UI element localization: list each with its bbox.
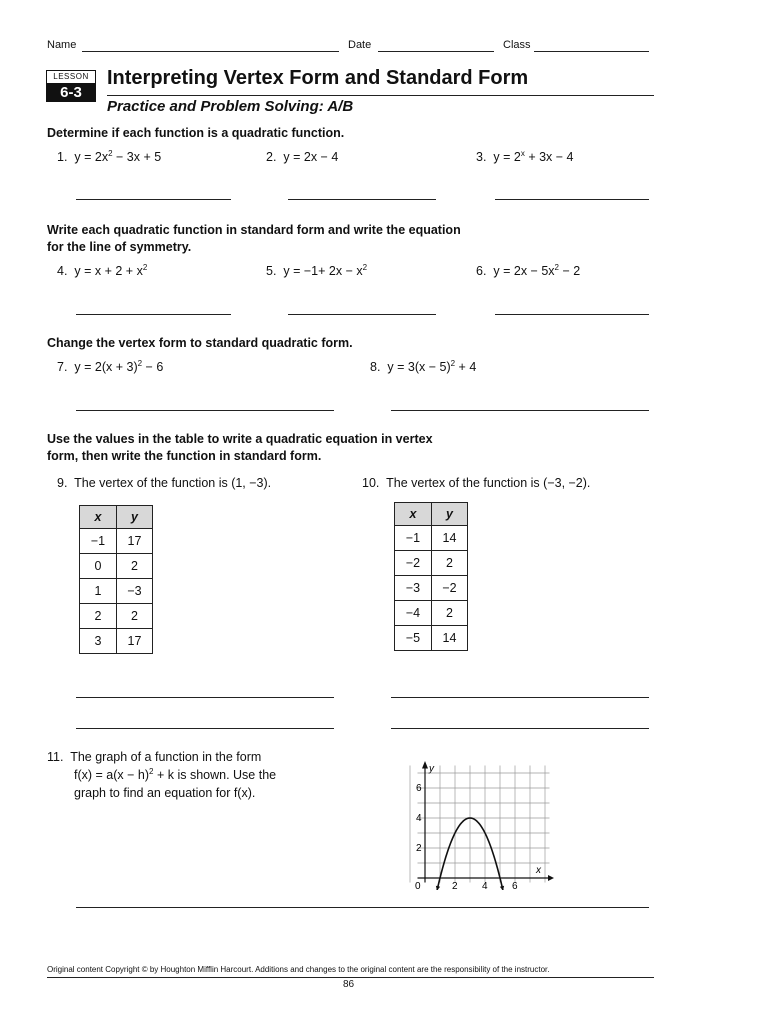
- section2-instruction: [47, 222, 461, 256]
- section4-instruction: [47, 431, 433, 465]
- name-label: Name: [47, 39, 77, 51]
- answer-line-10b[interactable]: [391, 728, 649, 729]
- problem-expr: y = 2x − 4: [283, 150, 339, 164]
- x-tick-label: 2: [452, 881, 458, 890]
- table-cell: 3: [80, 629, 117, 654]
- table-row: [395, 551, 468, 576]
- problem-text: The vertex of the function is (1, −3).: [74, 476, 272, 490]
- answer-line-9a[interactable]: [76, 697, 334, 698]
- problem-5: [266, 264, 367, 278]
- table-cell: −3: [117, 579, 153, 604]
- date-field[interactable]: [378, 51, 494, 52]
- page-number: 86: [343, 979, 355, 990]
- parabola-graph: [405, 748, 555, 890]
- problem-number: 10.: [362, 476, 380, 490]
- column-header: x: [395, 503, 432, 526]
- class-label: Class: [503, 39, 531, 51]
- table-cell: −5: [395, 626, 432, 651]
- table-cell: 14: [432, 626, 468, 651]
- lesson-number: 6-3: [46, 84, 96, 102]
- problem-expr-rest: + 3x − 4: [524, 150, 574, 164]
- problem-expr: y = −1+ 2x − x: [283, 264, 363, 278]
- problem-expr: y = 3(x − 5): [387, 360, 451, 374]
- x-tick-label: 0: [415, 881, 421, 890]
- values-table-9: [79, 505, 153, 654]
- problem-2: [266, 150, 338, 164]
- problem-6: [476, 264, 580, 278]
- problem-expr: y = x + 2 + x: [74, 264, 143, 278]
- class-field[interactable]: [534, 51, 649, 52]
- x-tick-label: 4: [482, 881, 488, 890]
- problem-10: [362, 476, 590, 490]
- copyright-notice: Original content Copyright © by Houghton Mifflin Harcourt. Additions and changes to the original content are the responsibility of the instructor.: [47, 965, 550, 974]
- y-axis-arrow: [422, 761, 428, 769]
- answer-line-8[interactable]: [391, 410, 649, 411]
- table-cell: 17: [117, 529, 153, 554]
- table-row: [395, 601, 468, 626]
- table-cell: −1: [395, 526, 432, 551]
- answer-line-5[interactable]: [288, 314, 436, 315]
- exponent: 2: [108, 148, 113, 158]
- table-row: [395, 526, 468, 551]
- table-row: [395, 576, 468, 601]
- answer-line-10a[interactable]: [391, 697, 649, 698]
- problem-number: 6.: [476, 264, 487, 278]
- table-row: [80, 604, 153, 629]
- problem-expr: y = 2x − 5x: [493, 264, 555, 278]
- table-cell: 2: [117, 604, 153, 629]
- page-subtitle: Practice and Problem Solving: A/B: [107, 98, 354, 115]
- problem-expr: y = 2: [493, 150, 521, 164]
- column-header: y: [432, 503, 468, 526]
- table-cell: −1: [80, 529, 117, 554]
- problem-text: f(x) = a(x − h): [74, 768, 150, 782]
- lesson-tag: LESSON: [46, 70, 96, 84]
- problem-number: 9.: [57, 476, 68, 490]
- problem-number: 7.: [57, 360, 68, 374]
- page-title: Interpreting Vertex Form and Standard Form: [107, 67, 529, 89]
- answer-line-1[interactable]: [76, 199, 231, 200]
- answer-line-9b[interactable]: [76, 728, 334, 729]
- table-cell: −2: [395, 551, 432, 576]
- problem-number: 1.: [57, 150, 68, 164]
- problem-expr-rest: − 2: [559, 264, 581, 278]
- instruction-line: Write each quadratic function in standard form and write the equation: [47, 223, 461, 237]
- table-header-row: [80, 506, 153, 529]
- section3-instruction: Change the vertex form to standard quadratic form.: [47, 336, 353, 350]
- problem-9: [57, 476, 271, 490]
- x-tick-label: 6: [512, 881, 518, 890]
- table-cell: 0: [80, 554, 117, 579]
- column-header: x: [80, 506, 117, 529]
- problem-8: [370, 360, 476, 374]
- name-field[interactable]: [82, 51, 339, 52]
- problem-number: 3.: [476, 150, 487, 164]
- section1-instruction: Determine if each function is a quadratic function.: [47, 126, 345, 140]
- table-row: [395, 626, 468, 651]
- problem-expr-rest: + 4: [455, 360, 477, 374]
- column-header: y: [117, 506, 153, 529]
- table-cell: 17: [117, 629, 153, 654]
- instruction-line: Use the values in the table to write a quadratic equation in vertex: [47, 432, 433, 446]
- table-row: [80, 629, 153, 654]
- exponent: 2: [142, 262, 148, 272]
- problem-number: 11.: [47, 750, 64, 764]
- problem-7: [57, 360, 163, 374]
- table-cell: 2: [432, 601, 468, 626]
- table-cell: 14: [432, 526, 468, 551]
- exponent: x: [520, 148, 525, 158]
- problem-expr-rest: − 3x + 5: [112, 150, 162, 164]
- instruction-line: for the line of symmetry.: [47, 240, 192, 254]
- table-cell: −2: [432, 576, 468, 601]
- problem-number: 8.: [370, 360, 381, 374]
- table-cell: 2: [432, 551, 468, 576]
- answer-line-7[interactable]: [76, 410, 334, 411]
- exponent: 2: [554, 262, 559, 272]
- problem-text: The vertex of the function is (−3, −2).: [386, 476, 591, 490]
- problem-11: [47, 748, 276, 802]
- answer-line-11[interactable]: [76, 907, 649, 908]
- problem-3: [476, 150, 574, 164]
- problem-expr-rest: − 6: [142, 360, 164, 374]
- table-row: [80, 529, 153, 554]
- title-rule: [107, 95, 654, 96]
- values-table-10: [394, 502, 468, 651]
- answer-line-6[interactable]: [495, 314, 649, 315]
- problem-expr: y = 2(x + 3): [74, 360, 138, 374]
- answer-line-2[interactable]: [288, 199, 436, 200]
- problem-4: [57, 264, 147, 278]
- date-label: Date: [348, 39, 372, 51]
- y-tick-label: 4: [416, 813, 422, 824]
- exponent: 2: [450, 358, 456, 368]
- problem-text: + k is shown. Use the: [153, 768, 277, 782]
- y-tick-label: 6: [416, 783, 422, 794]
- table-cell: 1: [80, 579, 117, 604]
- exponent: 2: [149, 766, 154, 776]
- table-cell: −3: [395, 576, 432, 601]
- table-row: [80, 579, 153, 604]
- table-cell: −4: [395, 601, 432, 626]
- answer-line-4[interactable]: [76, 314, 231, 315]
- problem-1: [57, 150, 161, 164]
- exponent: 2: [137, 358, 143, 368]
- y-axis-label: y: [429, 763, 434, 775]
- problem-text: graph to find an equation for f(x).: [74, 786, 256, 800]
- x-axis-arrow: [548, 875, 554, 881]
- instruction-line: form, then write the function in standard form.: [47, 449, 322, 463]
- table-cell: 2: [117, 554, 153, 579]
- table-row: [80, 554, 153, 579]
- table-header-row: [395, 503, 468, 526]
- exponent: 2: [362, 262, 368, 272]
- table-cell: 2: [80, 604, 117, 629]
- lesson-badge: [46, 70, 96, 102]
- y-tick-label: 2: [416, 843, 422, 854]
- x-axis-label: x: [536, 865, 541, 876]
- problem-number: 5.: [266, 264, 277, 278]
- footer-rule: [47, 977, 654, 978]
- problem-text: The graph of a function in the form: [70, 750, 262, 764]
- problem-expr: y = 2x: [74, 150, 109, 164]
- problem-number: 2.: [266, 150, 277, 164]
- problem-number: 4.: [57, 264, 68, 278]
- answer-line-3[interactable]: [495, 199, 649, 200]
